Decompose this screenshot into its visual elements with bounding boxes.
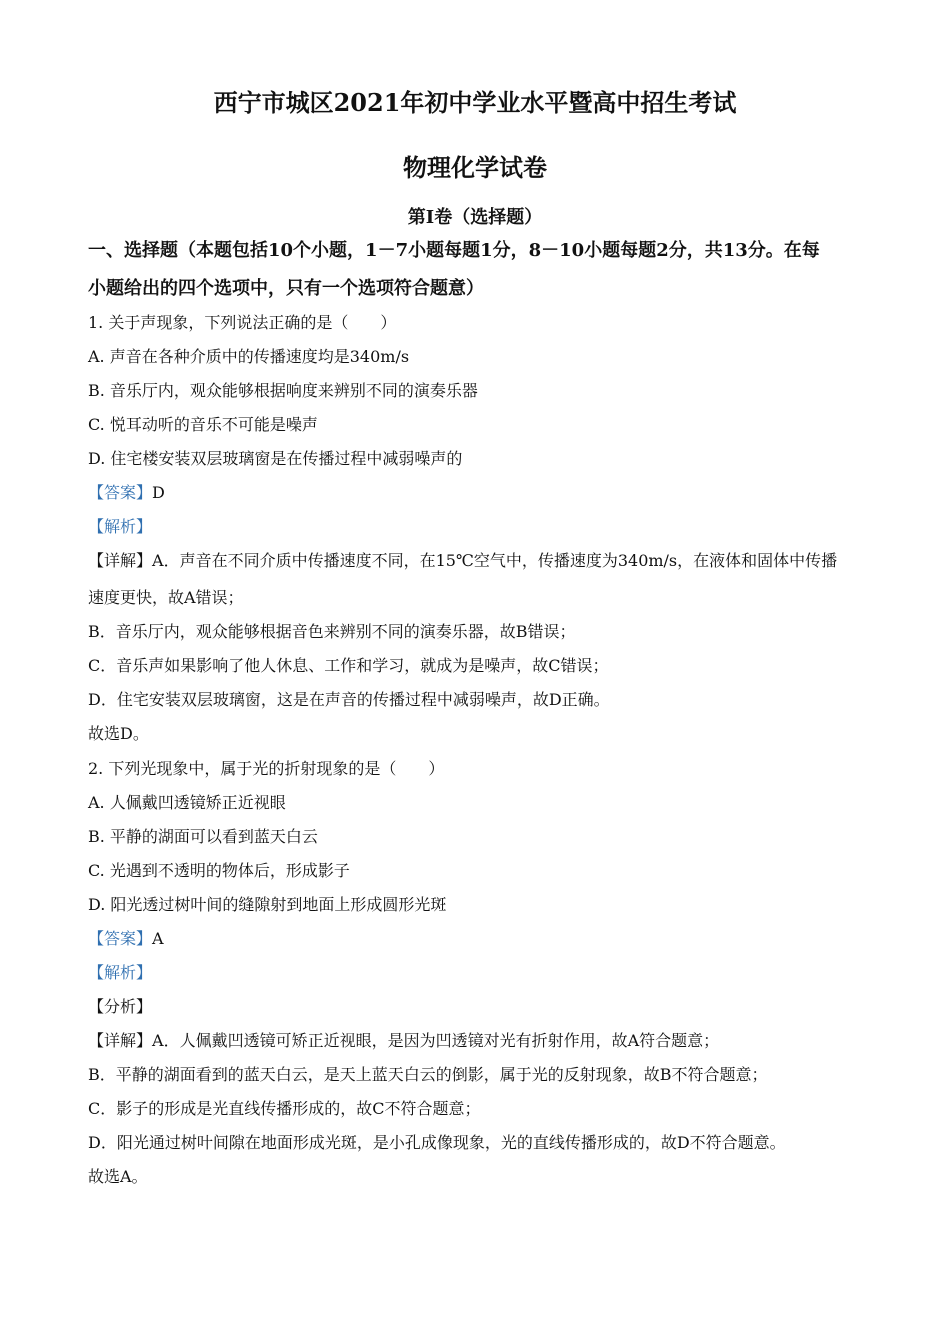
q1-option-d: D. 住宅楼安装双层玻璃窗是在传播过程中减弱噪声的 <box>88 449 463 468</box>
instructions-line-2: 小题给出的四个选项中，只有一个选项符合题意） <box>88 278 484 299</box>
q2-detail-tag: 【详解】 <box>88 1031 153 1050</box>
q2-answer-tag: 【答案】 <box>88 929 153 948</box>
q1-detail-text-1: A．声音在不同介质中传播速度不同，在15℃空气中，传播速度为340m/s，在液体和固体中传播 <box>152 551 838 570</box>
q2-answer <box>88 928 873 950</box>
q1-detail-line-5: D．住宅安装双层玻璃窗，这是在声音的传播过程中减弱噪声，故D正确。 <box>88 690 610 709</box>
q2-option-c: C. 光遇到不透明的物体后，形成影子 <box>88 861 350 880</box>
section-heading: 第Ⅰ卷（选择题） <box>407 207 543 228</box>
q1-detail-line-4: C．音乐声如果影响了他人休息、工作和学习，就成为是噪声，故C错误； <box>88 656 609 675</box>
q2-analysis-tag: 【解析】 <box>88 963 153 982</box>
q1-analysis-tag: 【解析】 <box>88 517 153 536</box>
q1-option-c: C. 悦耳动听的音乐不可能是噪声 <box>88 415 318 434</box>
q1-detail-line-2: 速度更快，故A错误； <box>88 588 244 607</box>
exam-subtitle: 物理化学试卷 <box>403 153 547 182</box>
q2-detail-line-4: D．阳光通过树叶间隙在地面形成光斑，是小孔成像现象，光的直线传播形成的，故D不符合题意。 <box>88 1133 786 1152</box>
q2-answer-value: A <box>152 929 164 948</box>
q2-detail-text-1: A．人佩戴凹透镜可矫正近视眼，是因为凹透镜对光有折射作用，故A符合题意； <box>152 1031 720 1050</box>
q1-conclusion: 故选D。 <box>88 724 149 743</box>
q2-detail-line-2: B．平静的湖面看到的蓝天白云，是天上蓝天白云的倒影，属于光的反射现象，故B不符合题意； <box>88 1065 768 1084</box>
q2-detail-line-1 <box>88 1030 873 1052</box>
q1-answer-tag: 【答案】 <box>88 483 153 502</box>
q1-stem: 1. 关于声现象，下列说法正确的是（ ） <box>88 313 397 332</box>
q2-stem: 2. 下列光现象中，属于光的折射现象的是（ ） <box>88 759 445 778</box>
q1-option-a: A. 声音在各种介质中的传播速度均是340m/s <box>88 347 410 366</box>
exam-title: 西宁市城区2021年初中学业水平暨高中招生考试 <box>213 88 737 117</box>
q1-detail-line-1 <box>88 550 873 572</box>
q2-option-b: B. 平静的湖面可以看到蓝天白云 <box>88 827 318 846</box>
q2-option-d: D. 阳光透过树叶间的缝隙射到地面上形成圆形光斑 <box>88 895 447 914</box>
q2-conclusion: 故选A。 <box>88 1167 148 1186</box>
q1-option-b: B. 音乐厅内，观众能够根据响度来辨别不同的演奏乐器 <box>88 381 478 400</box>
q1-detail-line-3: B．音乐厅内，观众能够根据音色来辨别不同的演奏乐器，故B错误； <box>88 622 576 641</box>
instructions-line-1: 一、选择题（本题包括10个小题，1－7小题每题1分，8－10小题每题2分，共13分。在每 <box>88 240 820 261</box>
q1-answer-value: D <box>152 483 165 502</box>
q1-detail-tag: 【详解】 <box>88 551 153 570</box>
q2-fenxi-tag: 【分析】 <box>88 997 153 1016</box>
q2-option-a: A. 人佩戴凹透镜矫正近视眼 <box>88 793 286 812</box>
q2-detail-line-3: C．影子的形成是光直线传播形成的，故C不符合题意； <box>88 1099 481 1118</box>
q1-answer <box>88 482 873 504</box>
